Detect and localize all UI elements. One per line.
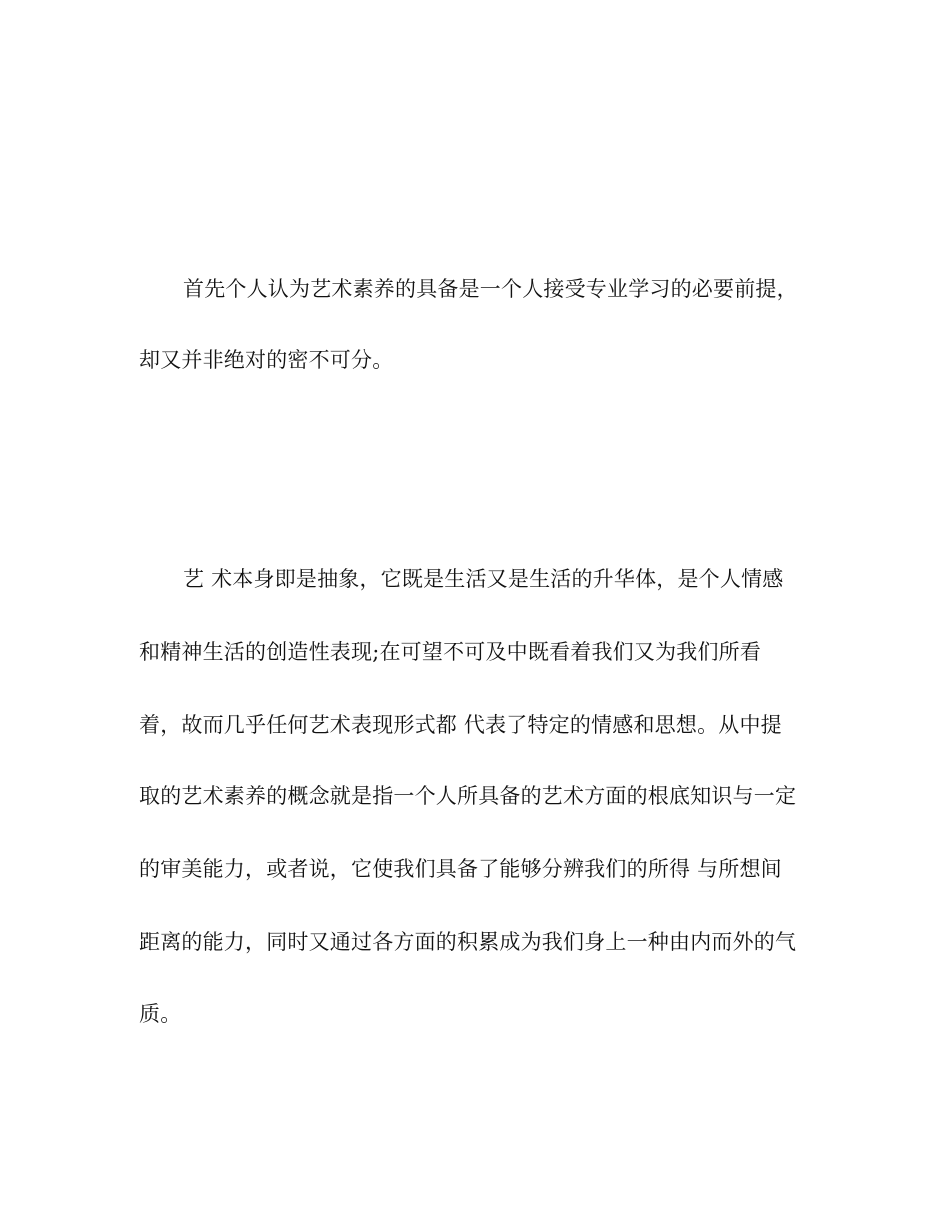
paragraph-2-line-5: 的审美能力，或者说，它使我们具备了能够分辨我们的所得 与所想间	[139, 857, 782, 881]
paragraph-2-line-3: 着，故而几乎任何艺术表现形式都 代表了特定的情感和思想。从中提	[139, 713, 782, 737]
paragraph-2-line-4: 取的艺术素养的概念就是指一个人所具备的艺术方面的根底知识与一定	[139, 784, 797, 808]
paragraph-1-line-1: 首先个人认为艺术素养的具备是一个人接受专业学习的必要前提，	[183, 277, 798, 301]
paragraph-2-line-6: 距离的能力，同时又通过各方面的积累成为我们身上一种由内而外的气	[139, 930, 797, 954]
paragraph-1-line-2: 却又并非绝对的密不可分。	[139, 348, 394, 372]
paragraph-2-line-2: 和精神生活的创造性表现;在可望不可及中既看着我们又为我们所看	[139, 640, 762, 664]
paragraph-2-line-7: 质。	[139, 1002, 182, 1026]
paragraph-2-line-1: 艺 术本身即是抽象，它既是生活又是生活的升华体，是个人情感	[183, 567, 784, 591]
